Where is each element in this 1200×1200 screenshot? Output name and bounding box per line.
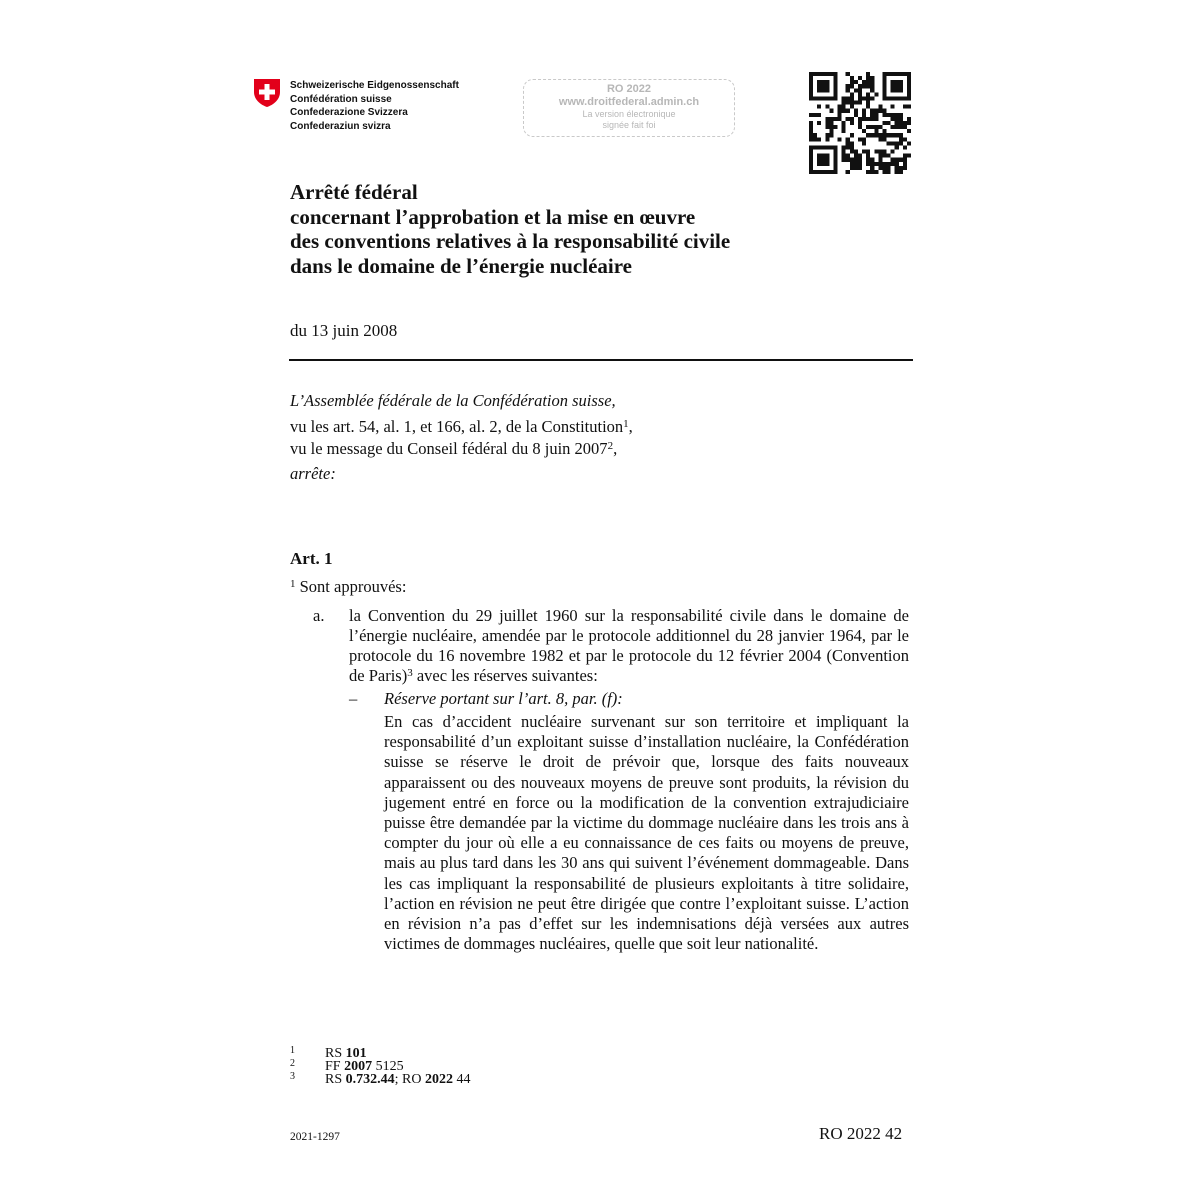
footnote-ref-1[interactable]: 1 bbox=[623, 418, 629, 430]
document-title bbox=[290, 180, 730, 278]
stamp-line-4: signée fait foi bbox=[602, 120, 656, 130]
footnote-text: FF 2007 5125 bbox=[325, 1059, 404, 1074]
confederation-names bbox=[290, 79, 459, 133]
footnote-ref-3[interactable]: 3 bbox=[407, 667, 413, 679]
reserve-text: En cas d’accident nucléaire survenant sur son territoire et impliquant la responsabilité d’un exploitant suisse d’installation nucléaire, la Confédération suisse se réserve le droit de prévoir que, lorsque des faits nouveaux apparaissent ou des nouveaux moyens de preuve sont produits, la révision du jugement entré en force ou la modification de la convention extrajudiciaire puisse être demandée par la victime du dommage nucléaire dans les trois ans à compter du jour où elle a eu connaissance de ces faits ou moyens de preuve, mais au plus tard dans les 30 ans qui suivent l’événement dommageable. Dans les cas impliquant la responsabilité de plusieurs exploitants à titre solidaire, l’action en révision ne peut être dirigée que contre l’exploitant suisse. L’action en révision n’a pas d’effet sur les indemnisations déjà versées aux autres victimes de dommages nucléaires, quelle que soit leur nationalité. bbox=[384, 712, 909, 954]
reserve-heading: Réserve portant sur l’art. 8, par. (f): bbox=[384, 689, 623, 708]
confederation-name-fr: Confédération suisse bbox=[290, 93, 392, 105]
article-paragraph-1 bbox=[290, 577, 406, 597]
preamble-constitution-text: vu les art. 54, al. 1, et 166, al. 2, de la Constitution bbox=[290, 417, 624, 436]
article-heading: Art. 1 bbox=[290, 549, 333, 568]
list-item-text bbox=[349, 606, 909, 686]
preamble-message bbox=[290, 439, 617, 459]
stamp-line-1: RO 2022 bbox=[606, 83, 652, 95]
preamble-constitution bbox=[290, 417, 633, 437]
title-line-1: Arrêté fédéral bbox=[290, 180, 418, 204]
convention-text: la Convention du 29 juillet 1960 sur la responsabilité civile dans le domaine de l’énergie nucléaire, amendée par le protocole additionnel du 28 janvier 1964, par le protocole du 16 novembre 1982 et par le protocole du 12 février 2004 (Convention de Paris) bbox=[349, 606, 909, 685]
title-line-2: concernant l’approbation et la mise en œuvre bbox=[290, 204, 696, 229]
preamble-assembly: L’Assemblée fédérale de la Confédération suisse, bbox=[290, 391, 616, 410]
stamp-line-3: La version électronique bbox=[582, 109, 676, 119]
footnote-number: 1 bbox=[290, 1045, 295, 1056]
divider bbox=[289, 359, 913, 361]
confederation-name-de: Schweizerische Eidgenossenschaft bbox=[290, 80, 459, 91]
stamp-url[interactable]: www.droitfederal.admin.ch bbox=[558, 96, 700, 108]
reserve-dash: – bbox=[349, 689, 358, 708]
electronic-version-stamp bbox=[523, 79, 735, 137]
document-id: 2021-1297 bbox=[290, 1131, 340, 1143]
preamble-arrete: arrête: bbox=[290, 464, 336, 483]
footnote-text: RS 101 bbox=[325, 1046, 367, 1061]
title-line-4: dans le domaine de l’énergie nucléaire bbox=[290, 253, 632, 278]
footnote-number: 3 bbox=[290, 1071, 295, 1082]
confederation-name-rm: Confederaziun svizra bbox=[290, 120, 391, 132]
preamble-message-end: , bbox=[613, 439, 618, 458]
footnote-ref-2[interactable]: 2 bbox=[607, 440, 614, 452]
preamble-constitution-end: , bbox=[628, 417, 633, 436]
list-item-label: a. bbox=[313, 606, 325, 625]
qr-code-icon bbox=[809, 72, 911, 174]
paragraph-text: Sont approuvés: bbox=[295, 577, 407, 596]
footnote-number: 2 bbox=[290, 1058, 295, 1069]
convention-text-end: avec les réserves suivantes: bbox=[412, 666, 598, 685]
title-line-3: des conventions relatives à la responsabilité civile bbox=[290, 229, 731, 253]
paragraph-number: 1 bbox=[290, 578, 296, 590]
footnote-text: RS 0.732.44; RO 2022 44 bbox=[325, 1072, 471, 1087]
page-reference: RO 2022 42 bbox=[819, 1124, 903, 1143]
confederation-name-it: Confederazione Svizzera bbox=[290, 107, 408, 118]
swiss-coat-of-arms-icon bbox=[253, 78, 281, 108]
document-date: du 13 juin 2008 bbox=[290, 321, 398, 340]
preamble-message-text: vu le message du Conseil fédéral du 8 juin 2007 bbox=[290, 439, 608, 458]
